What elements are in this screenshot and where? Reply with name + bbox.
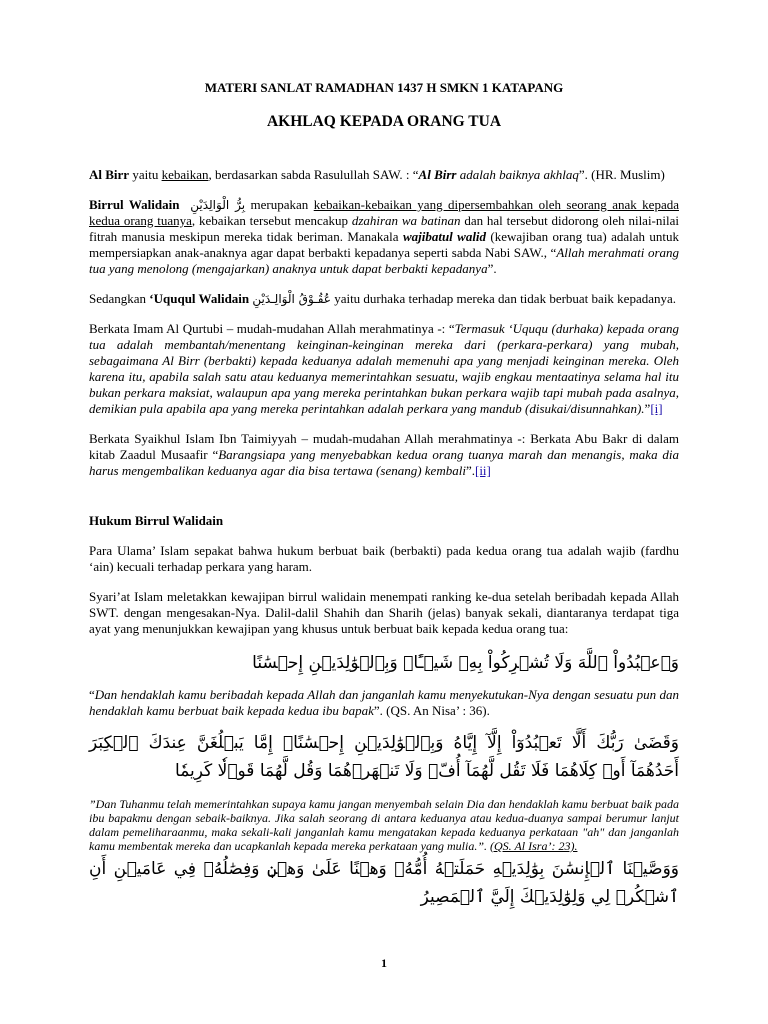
document-subtitle: AKHLAQ KEPADA ORANG TUA [266,113,502,130]
birrul-walidain-paragraph: Birrul Walidain بِرُّ الْوَالِدَيْنِ merupakan kebaikan-kebaikan yang dipersembahkan oleh seorang anak kepada kedua orang tuanya, kebaikan tersebut mencakup dzahiran wa batinan dan hal tersebut didorong oleh nilai-nilai fitrah manusia meskipun mereka tidak beriman. Manakala wajibatul walid (kewajiban orang tua) adalah untuk mempersiapkan anak-anaknya agar dapat berbakti kepadanya seperti sabda Nabi SAW., “Allah merahmati orang tua yang menolong (mengajarkan) anaknya untuk dapat berbakti kepadanya”. [89,197,680,276]
uququl-arabic: عُقُـوْقُ الْوَالِـدَيْنِ [252,292,331,306]
taimiyyah-paragraph: Berkata Syaikhul Islam Ibn Taimiyyah – mudah-mudahan Allah merahmatinya -: Berkata Abu Bakr di dalam kitab Zaadul Musaafir “Barangsiapa yang menyebabkan kedua orang tuanya marah dan menangis, maka dia harus mengembalikan keduanya agar dia bisa tertawa (senang) kembali”.[ii] [89,431,679,478]
albirr-paragraph: Al Birr yaitu kebaikan, berdasarkan sabda Rasulullah SAW. : “Al Birr adalah baiknya akhlaq”. (HR. Muslim) [89,167,665,182]
uququl-term: ‘Uququl Walidain [149,291,250,306]
ayat-al-isra-translation: ”Dan Tuhanmu telah memerintahkan supaya kamu jangan menyembah selain Dia dan hendaklah kamu berbuat baik pada ibu bapakmu dengan sebaik-baiknya. Jika salah seorang di antara keduanya atau kedua-duanya sampai berumur lanjut dalam pemeliharaanmu, maka sekali-kali janganlah kamu mengatakan kepada keduanya perkataan "ah" dan janganlah kamu membentak mereka dan ucapkanlah kepada mereka perkataan yang mulia.”. (QS. Al Isra’: 23). [89,797,679,853]
birrul-arabic: بِرُّ الْوَالِدَيْنِ [190,198,246,212]
ayat-luqman-arabic: وَوَصَّيۡنَا ٱلۡإِنسَٰنَ بِوَٰلِدَيۡهِ حَمَلَتۡهُ أُمُّهُۥ وَهۡنًا عَلَىٰ وَهۡنٖ وَفِصَٰلُهُۥ فِي عَامَيۡنِ أَنِ ٱشۡكُرۡ لِي وَلِوَٰلِدَيۡكَ إِلَيَّ ٱلۡمَصِيرُ [89,859,679,907]
document-title: MATERI SANLAT RAMADHAN 1437 H SMKN 1 KATAPANG [204,80,564,95]
al-isra-reference: (QS. Al Isra’: 23). [490,839,578,853]
albirr-term: Al Birr [89,167,130,182]
albirr-underline: kebaikan [161,167,209,182]
uququl-paragraph: Sedangkan ‘Uququl Walidain عُقُـوْقُ الْوَالِـدَيْنِ yaitu durhaka terhadap mereka dan tidak berbuat baik kepadanya. [89,291,677,306]
footnote-link-i[interactable]: [i] [650,401,663,416]
section-heading-hukum: Hukum Birrul Walidain [89,513,224,528]
hukum-paragraph-1: Para Ulama’ Islam sepakat bahwa hukum berbuat baik (berbakti) pada kedua orang tua adalah wajib (fardhu ‘ain) kecuali terhadap perkara yang haram. [89,543,679,574]
qurtubi-paragraph: Berkata Imam Al Qurtubi – mudah-mudahan Allah merahmatinya -: “Termasuk ‘Uququ (durhaka) kepada orang tua adalah membantah/menentang keinginan-keinginan mereka dari (perkara-perkara) yang mubah, sebagaimana Al Birr (berbakti) kepada keduanya adalah memenuhi apa yang menjadi keinginan mereka. Oleh karena itu, apabila salah satu atau keduanya memerintahkan sesuatu, wajib engkau mentaatinya selama hal itu bukan perkara maksiat, walaupun apa yang mereka perintahkan bukan perkara wajib tapi mubah pada asalnya, demikian pula apabila apa yang mereka perintahkan adalah perkara yang mandub (disukai/disunnahkan).”[i] [89,321,679,416]
ayat-an-nisa-arabic: وَٱعۡبُدُواْ ٱللَّهَ وَلَا تُشۡرِكُواْ بِهِۦ شَيۡـًٔاۖ وَبِٱلۡوَٰلِدَيۡنِ إِحۡسَٰنًا [252,653,679,673]
hukum-paragraph-2: Syari’at Islam meletakkan kewajipan birrul walidain menempati ranking ke-dua setelah beribadah kepada Allah SWT. dengan mengesakan-Nya. Dalil-dalil Shahih dan Sharih (jelas) banyak sekali, diantaranya terdapat tiga ayat yang menunjukkan kewajipan yang khusus untuk berbuat baik kepada kedua orang tua: [89,589,679,636]
page-number: 1 [381,956,387,970]
birrul-term: Birrul Walidain [89,197,180,212]
page-content [89,80,679,911]
ayat-al-isra-arabic: وَقَضَىٰ رَبُّكَ أَلَّا تَعۡبُدُوٓاْ إِلَّآ إِيَّاهُ وَبِٱلۡوَٰلِدَيۡنِ إِحۡسَٰنًاۚ إِمَّا يَبۡلُغَنَّ عِندَكَ ٱلۡكِبَرَ أَحَدُهُمَآ أَوۡ كِلَاهُمَا فَلَا تَقُل لَّهُمَآ أُفّٖ وَلَا تَنۡهَرۡهُمَا وَقُل لَّهُمَا قَوۡلٗا كَرِيمٗا [89,733,679,781]
footnote-link-ii[interactable]: [ii] [474,463,491,478]
ayat-an-nisa-translation: “Dan hendaklah kamu beribadah kepada Allah dan janganlah kamu menyekutukan-Nya dengan sesuatu pun dan hendaklah kamu berbuat baik kepada kedua ibu bapak”. (QS. An Nisa’ : 36). [89,687,679,718]
